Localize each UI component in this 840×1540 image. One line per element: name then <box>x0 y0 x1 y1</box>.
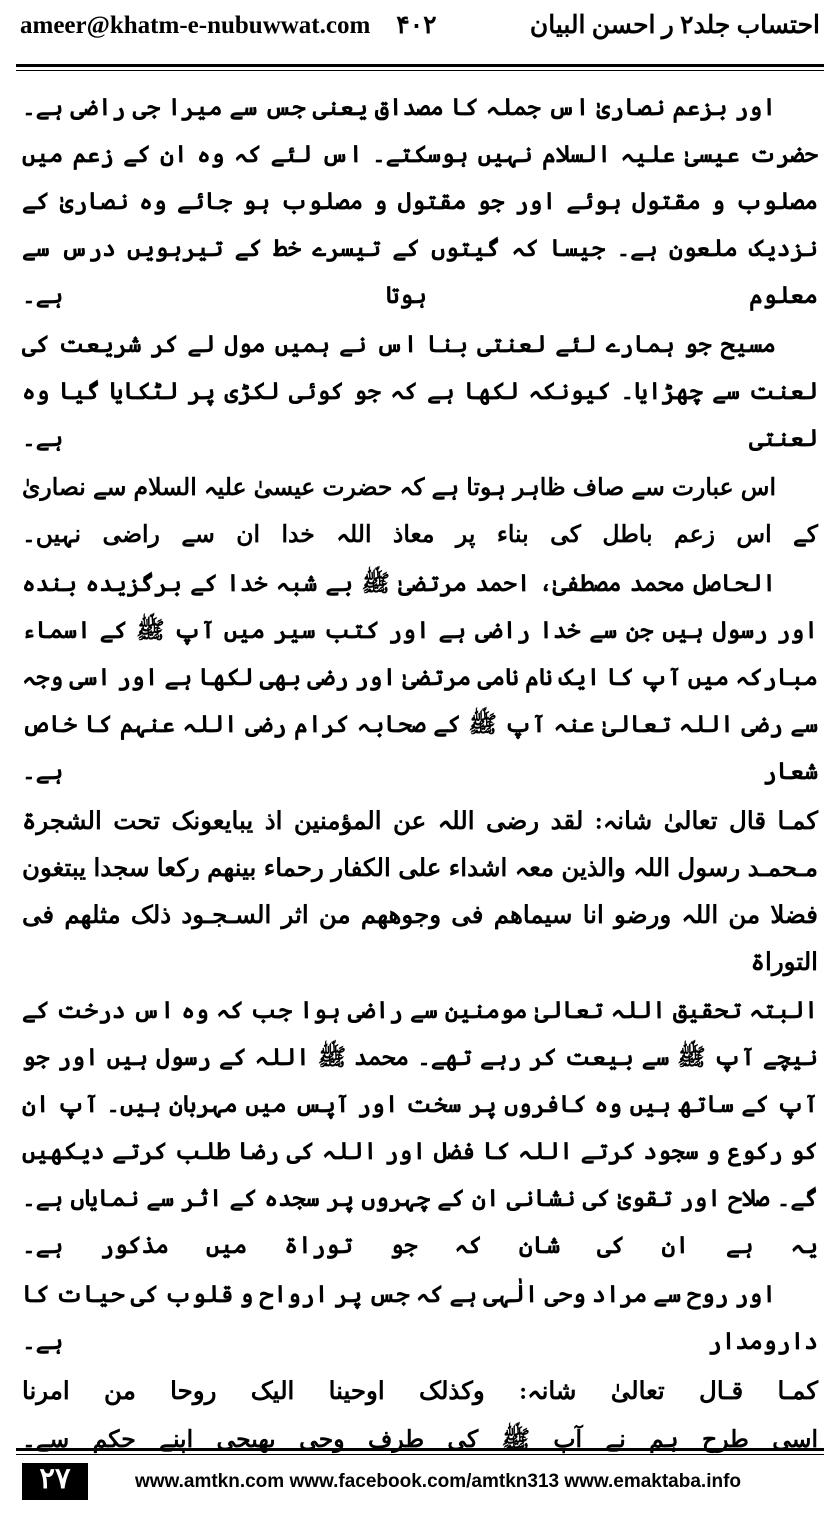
page-footer <box>0 1448 840 1540</box>
paragraph: الحاصل محمد مصطفیٰ، احمد مرتضیٰ ﷺ بے شبہ خدا کے برگزیدہ بندہ اور رسول ہیں جن سے خدا راضی ہے اور کتب سیر میں آپ ﷺ کے اسماء مبارکہ میں آپ کا ایک نام نامی مرتضیٰ اور رضی بھی لکھا ہے اور اسی وجہ سے رضی اللہ تعالیٰ عنہ آپ ﷺ کے صحابہ کرام رضی اللہ عنہم کا خاص شعار ہے۔ <box>22 571 818 785</box>
paragraph: اس عبارت سے صاف ظاہر ہوتا ہے کہ حضرت عیسیٰ علیہ السلام سے نصاریٰ کے اس زعم باطل کی بناء پر معاذ اللہ خدا ان سے راضی نہیں۔ <box>22 475 818 548</box>
paragraph-translation: البتہ تحقیق اللہ تعالیٰ مومنین سے راضی ہوا جب کہ وہ اس درخت کے نیچے آپ ﷺ سے بیعت کر رہے تھے۔ محمد ﷺ اللہ کے رسول ہیں اور جو آپ کے ساتھ ہیں وہ کافروں پر سخت اور آپس میں مہربان ہیں۔ آپ ان کو رکوع و سجود کرتے اللہ کا فضل اور اللہ کی رضا طلب کرتے دیکھیں گے۔ صلاح اور تقویٰ کی نشانی ان کے چہروں پر سجدہ کے اثر سے نمایاں ہے۔ یہ ہے ان کی شان کہ جو توراۃ میں مذکور ہے۔ <box>22 998 818 1259</box>
header-divider-thick <box>16 64 824 67</box>
page-number-top: ۴۰۲ <box>396 12 437 39</box>
header-left-group <box>20 10 437 40</box>
quran-quote: کمـا قـال تعالیٰ شانہ: وکذلک اوحینا الیک روحا من امرنا <box>22 1378 818 1405</box>
book-title: احتساب جلد۲ ر احسن البیان <box>529 12 820 39</box>
header-row <box>20 10 820 40</box>
footer-divider-thick <box>16 1448 824 1451</box>
page-body <box>0 71 840 1461</box>
quran-quote: کمـا قال تعالیٰ شانہ: لقد رضی اللہ عن المؤمنین اذ یبایعونک تحت الشجرۃ مـحمـد رسول اللہ والذین معہ اشداء علی الکفار رحماء بینھم رکعا سجدا یبتغون فضلا من اللہ ورضو انا سیماھم فی وجوھھم من اثر السـجـود ذلک مثلھم فی التوراۃ <box>22 808 818 976</box>
footer-row <box>0 1455 840 1500</box>
header-email: ameer@khatm-e-nubuwwat.com <box>20 12 371 39</box>
paragraph: اور بزعم نصاریٰ اس جملہ کا مصداق یعنی جس سے میرا جی راضی ہے۔ حضرت عیسیٰ علیہ السلام نہیں ہوسکتے۔ اس لئے کہ وہ ان کے زعم میں مصلوب و مقتول ہوئے اور جو مقتول و مصلوب ہو جائے وہ نصاریٰ کے نزدیک ملعون ہے۔ جیسا کہ گیتوں کے تیسرے خط کے تیرہویں درس سے معلوم ہوتا ہے۔ <box>22 95 818 309</box>
paragraph: مسیح جو ہمارے لئے لعنتی بنا اس نے ہمیں مول لے کر شریعت کی لعنت سے چھڑایا۔ کیونکہ لکھا ہے کہ جو کوئی لکڑی پر لٹکایا گیا وہ لعنتی ہے۔ <box>22 332 818 452</box>
footer-links[interactable]: www.amtkn.com www.facebook.com/amtkn313 www.emaktaba.info <box>134 1470 742 1492</box>
page-number-badge: ۲۷ <box>22 1463 88 1500</box>
paragraph-translation: اسی طرح ہم نے آپ ﷺ کی طرف وحی بھیجی اپنے حکم سے۔ <box>22 1427 818 1453</box>
paragraph: اور روح سے مراد وحی الٰہی ہے کہ جس پر ارواح و قلوب کی حیات کا دارومدار ہے۔ <box>22 1282 818 1355</box>
page-header <box>0 0 840 56</box>
